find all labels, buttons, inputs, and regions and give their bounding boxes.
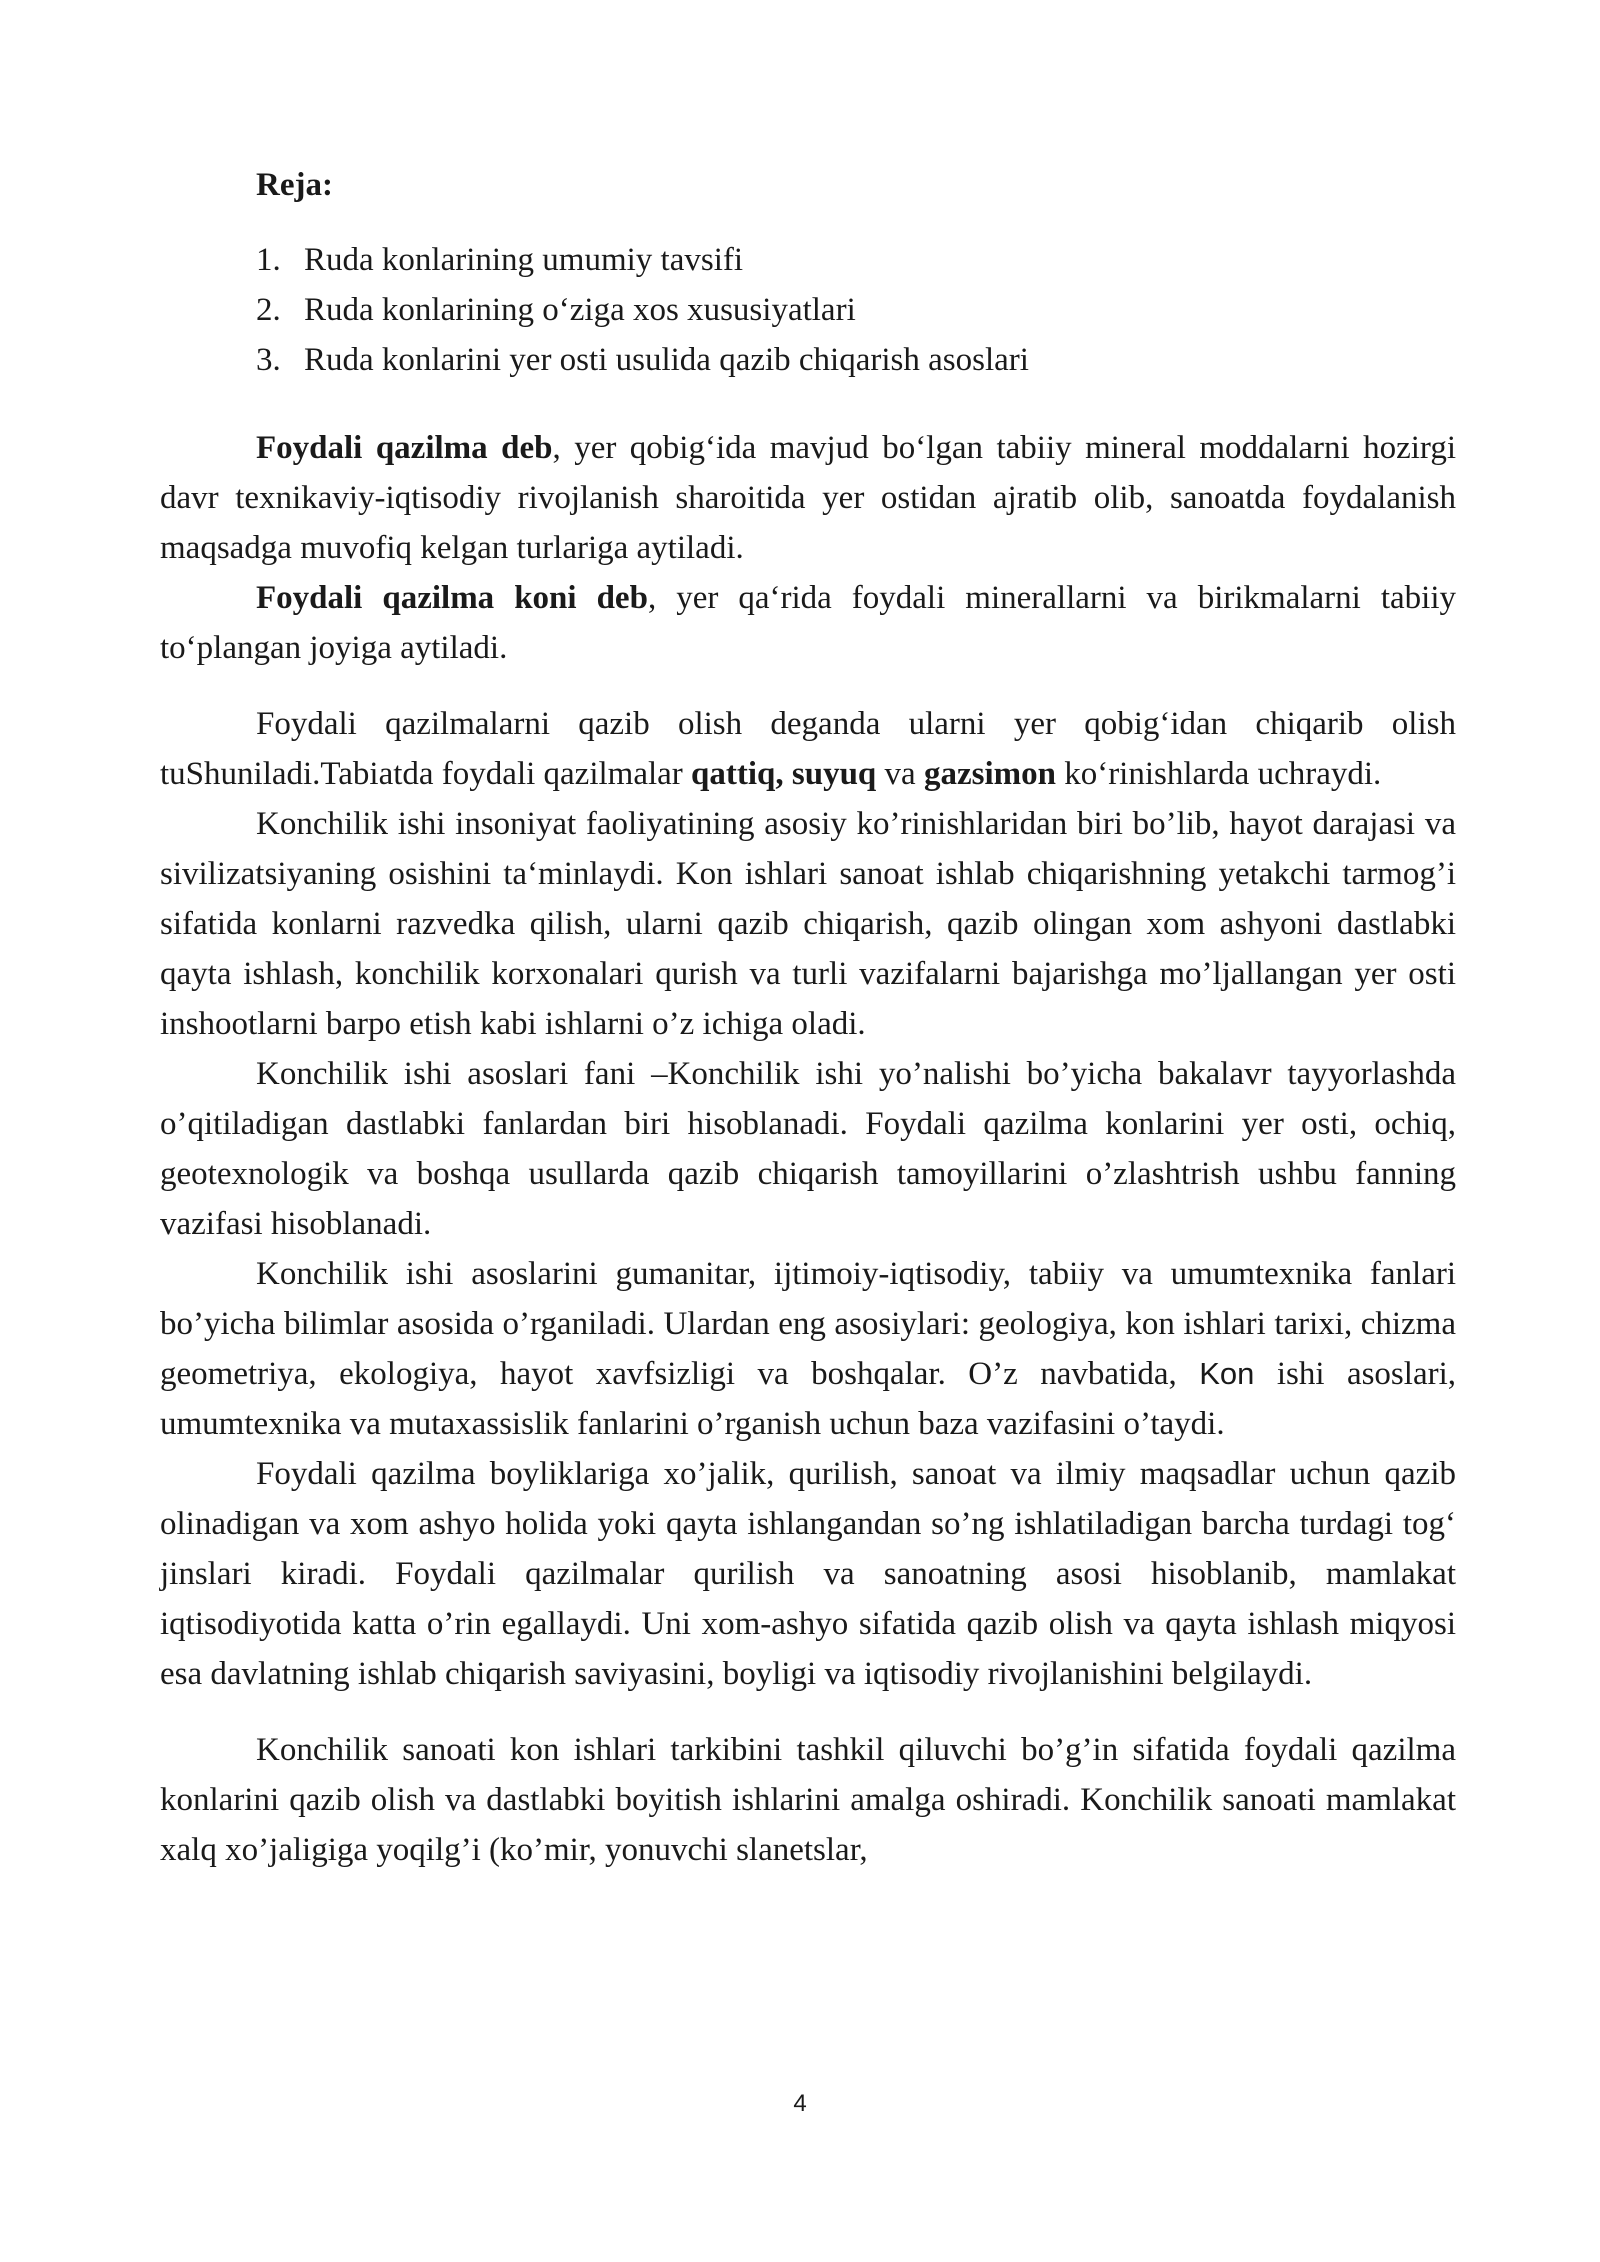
plan-heading: Reja: xyxy=(256,167,333,203)
plan-item-number: 3. xyxy=(256,342,281,378)
plan-list xyxy=(160,235,1456,385)
paragraph-course-subject: Konchilik ishi asoslari fani –Konchilik ishi yo’nalishi bo’yicha bakalavr tayyorlashda o’qitiladigan dastlabki fanlardan biri hisoblanadi. Foydali qazilma konlarini yer osti, ochiq, geotexnologik va boshqa usullarda qazib chiqarish tamoyillarini o’zlashtrish ushbu fanning vazifasi hisoblanadi. xyxy=(160,1056,1456,1242)
plan-item-text: Ruda konlarini yer osti usulida qazib chiqarish asoslari xyxy=(304,342,1029,378)
bold-term: qattiq, suyuq xyxy=(691,756,877,792)
paragraph-mining-activity: Konchilik ishi insoniyat faoliyatining asosiy ko’rinishlaridan biri bo’lib, hayot darajasi va sivilizatsiyaning osishini ta‘minlaydi. Kon ishlari sanoat ishlab chiqarishning yetakchi tarmog’i sifatida konlarni razvedka qilish, ularni qazib chiqarish, qazib olingan xom ashyoni dastlabki qayta ishlash, konchilik korxonalari qurish va turli vazifalarni bajarishga mo’ljallangan yer osti inshootlarni barpo etish kabi ishlarni o’z ichiga oladi. xyxy=(160,806,1456,1042)
paragraph-definition-mineral xyxy=(160,423,1456,573)
bold-term: gazsimon xyxy=(923,756,1056,792)
paragraph-mining-industry: Konchilik sanoati kon ishlari tarkibini tashkil qiluvchi bo’g’in sifatida foydali qazilma konlarini qazib olish va dastlabki boyitish ishlarini amalga oshiradi. Konchilik sanoati mamlakat xalq xo’jaligiga yoqilg’i (ko’mir, yonuvchi slanetslar, xyxy=(160,1732,1456,1868)
paragraph-text: , yer qa‘rida foydali minerallarni va birikmalarni tabiiy to‘plangan joyiga aytiladi. xyxy=(160,580,1456,666)
plan-item-text: Ruda konlarining o‘ziga xos xususiyatlari xyxy=(304,292,856,328)
paragraph-text: va xyxy=(876,756,924,792)
paragraph-related-sciences xyxy=(160,1249,1456,1449)
plan-item xyxy=(256,285,1456,335)
paragraph-text: ko‘rinishlarda uchraydi. xyxy=(1055,756,1382,792)
paragraph-text: ishi asoslari, umumtexnika va mutaxassislik fanlarini o’rganish uchun baza vazifasini o’taydi. xyxy=(160,1356,1457,1442)
plan-item-number: 1. xyxy=(256,242,281,278)
paragraph-text: Foydali qazilmalarni qazib olish deganda ularni yer qobig‘idan chiqarib olish tuShuniladi.Tabiatda foydali qazilmalar xyxy=(160,706,1456,792)
paragraph-text: , yer qobig‘ida mavjud bo‘lgan tabiiy mineral moddalarni hozirgi davr texnikaviy-iqtisodiy rivojlanish sharoitida yer ostidan ajratib olib, sanoatda foydalanish maqsadga muvofiq kelgan turlariga aytiladi. xyxy=(160,430,1456,566)
plan-item-text: Ruda konlarining umumiy tavsifi xyxy=(304,242,744,278)
bold-term: Foydali qazilma deb xyxy=(256,430,553,466)
plan-item xyxy=(256,235,1456,285)
bold-term: Foydali qazilma koni deb xyxy=(256,580,648,616)
page-number: 4 xyxy=(793,2090,807,2117)
plan-item-number: 2. xyxy=(256,292,281,328)
paragraph-definition-deposit xyxy=(160,573,1456,673)
plan-item xyxy=(256,335,1456,385)
paragraph-text: Konchilik ishi asoslarini gumanitar, ijtimoiy-iqtisodiy, tabiiy va umumtexnika fanlari bo’yicha bilimlar asosida o’rganiladi. Ulardan eng asosiylari: geologiya, kon ishlari tarixi, chizma geometriya, ekologiya, hayot xavfsizligi va boshqalar. O’z navbatida, xyxy=(160,1256,1456,1392)
paragraph-text: Kon xyxy=(1199,1356,1255,1391)
paragraph-extraction xyxy=(160,699,1456,799)
document-page xyxy=(160,160,1456,1875)
paragraph-mineral-resources: Foydali qazilma boyliklariga xo’jalik, qurilish, sanoat va ilmiy maqsadlar uchun qazib olinadigan va xom ashyo holida yoki qayta ishlangandan so’ng ishlatiladigan barcha turdagi tog‘ jinslari kiradi. Foydali qazilmalar qurilish va sanoatning asosi hisoblanib, mamlakat iqtisodiyotida katta o’rin egallaydi. Uni xom-ashyo sifatida qazib olish va qayta ishlash miqyosi esa davlatning ishlab chiqarish saviyasini, boyligi va iqtisodiy rivojlanishini belgilaydi. xyxy=(160,1456,1456,1692)
